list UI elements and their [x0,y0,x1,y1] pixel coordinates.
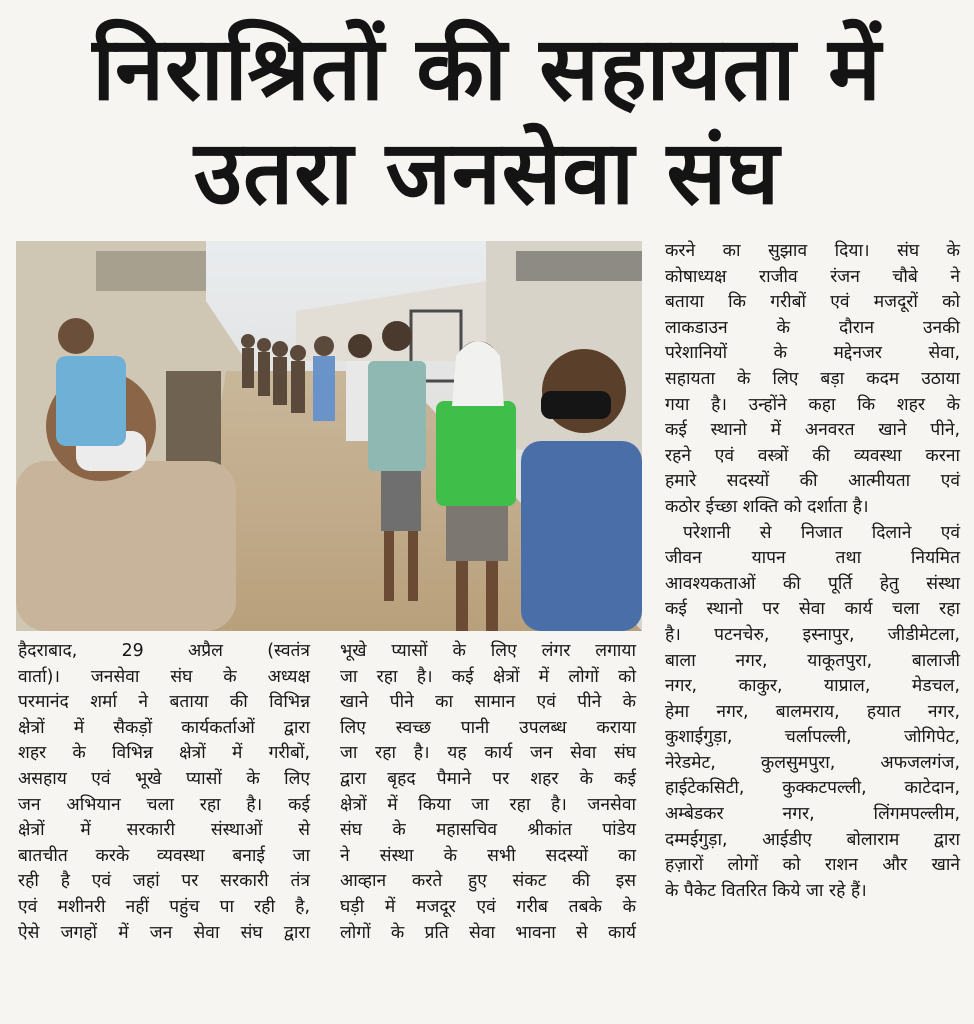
article-line: हाईटेकसिटी, कुक्कटपल्ली, काटेदान, [665,778,960,799]
article-line: कोषाध्यक्ष राजीव रंजन चौबे ने [665,266,960,287]
article-line: लाकडाउन के दौरान उनकी [665,317,960,338]
news-photo [16,241,642,631]
article-line: लिए स्वच्छ पानी उपलब्ध कराया [340,717,636,738]
article-column-2 [340,639,636,946]
article-line: असहाय एवं भूखे प्यासों के लिए [18,768,310,789]
article-line: बाला नगर, याकूतपुरा, बालाजी [665,650,960,671]
article-line: जन अभियान चला रहा है। कई [18,794,310,815]
article-line: कई स्थानो पर सेवा कार्य चला रहा [665,599,960,620]
article-line: परमानंद शर्मा ने बताया की विभिन्न [18,692,310,713]
article-line: ने संस्था के सभी सदस्यों का [340,845,636,866]
article-line: हैदराबाद, 29 अप्रैल (स्वतंत्र [18,641,310,661]
article-line: परेशानियों के मद्देनजर सेवा, [665,343,960,364]
article-line: एवं मशीनरी नहीं पहुंच पा रही है, [18,896,310,917]
article-line: आव्हान करते हुए संकट की इस [340,871,636,892]
article-line: अम्बेडकर नगर, लिंगमपल्लीम, [665,804,960,825]
article-line: गया है। उन्होंने कहा कि शहर के [665,394,960,415]
article-line: बातचीत करके व्यवस्था बनाई जा [18,845,310,866]
article-line: जा रहा है। यह कार्य जन सेवा संघ [340,743,636,764]
article-line: क्षेत्रों में सरकारी संस्थाओं से [18,820,310,841]
article-line: है। पटनचेरु, इस्नापुर, जीडीमेटला, [665,624,960,645]
article-line: नगर, काकुर, याप्राल, मेडचल, [665,676,960,697]
article-line: कुशाईगुड़ा, चर्लापल्ली, जोगिपेट, [665,727,960,748]
article-line: रही है एवं जहां पर सरकारी तंत्र [18,871,310,892]
article-column-3 [665,239,960,904]
article-line: नेरेडमेट, कुलसुमपुरा, अफजलगंज, [665,752,960,773]
article-line: रहने एवं वस्त्रों की व्यवस्था करना [665,445,960,466]
article-line: घड़ी में मजदूर एवं गरीब तबके के [340,896,636,917]
article-line: दम्मईगुड़ा, आईडीए बोलाराम द्वारा [665,829,960,850]
article-column-1 [18,639,310,946]
article-line: जा रहा है। कई क्षेत्रों में लोगों को [340,666,636,687]
article-line: आवश्यकताओं की पूर्ति हेतु संस्था [665,573,960,594]
article-line: लोगों के प्रति सेवा भावना से कार्य [340,922,636,943]
article-line: शहर के विभिन्न क्षेत्रों में गरीबों, [18,743,310,764]
article-line: क्षेत्रों में किया जा रहा है। जनसेवा [340,794,636,815]
article-line: हमारे सदस्यों की आत्मीयता एवं [665,471,960,492]
headline-line-2: उतरा जनसेवा संघ [193,121,781,224]
article-line: कठोर ईच्छा शक्ति को दर्शाता है। [665,496,869,517]
article-line: हेमा नगर, बालमराय, हयात नगर, [665,701,960,722]
article-line: कई स्थानो में अनवरत खाने पीने, [665,420,960,441]
article-line: जीवन यापन तथा नियमित [665,548,960,569]
article-line: संघ के महासचिव श्रीकांत पांडेय [340,820,636,841]
article-line: ऐसे जगहों में जन सेवा संघ द्वारा [18,922,310,943]
article-line: करने का सुझाव दिया। संघ के [665,241,960,261]
article-line: क्षेत्रों में सैकड़ों कार्यकर्ताओं द्वारा [18,717,310,738]
article-line: परेशानी से निजात दिलाने एवं [683,522,960,543]
article-line: भूखे प्यासों के लिए लंगर लगाया [340,641,636,661]
article-line: द्वारा बृहद पैमाने पर शहर के कई [340,768,636,789]
article-line: बताया कि गरीबों एवं मजदूरों को [665,292,960,313]
article-line: के पैकेट वितरित किये जा रहे हैं। [665,880,867,901]
article-line: सहायता के लिए बड़ा कदम उठाया [665,368,960,389]
headline-line-1: निराश्रितों की सहायता में [92,17,882,120]
article-line: हज़ारों लोगों को राशन और खाने [665,855,960,876]
article-line: वार्ता)। जनसेवा संघ के अध्यक्ष [18,666,310,687]
article-line: खाने पीने का सामान एवं पीने के [340,692,636,713]
